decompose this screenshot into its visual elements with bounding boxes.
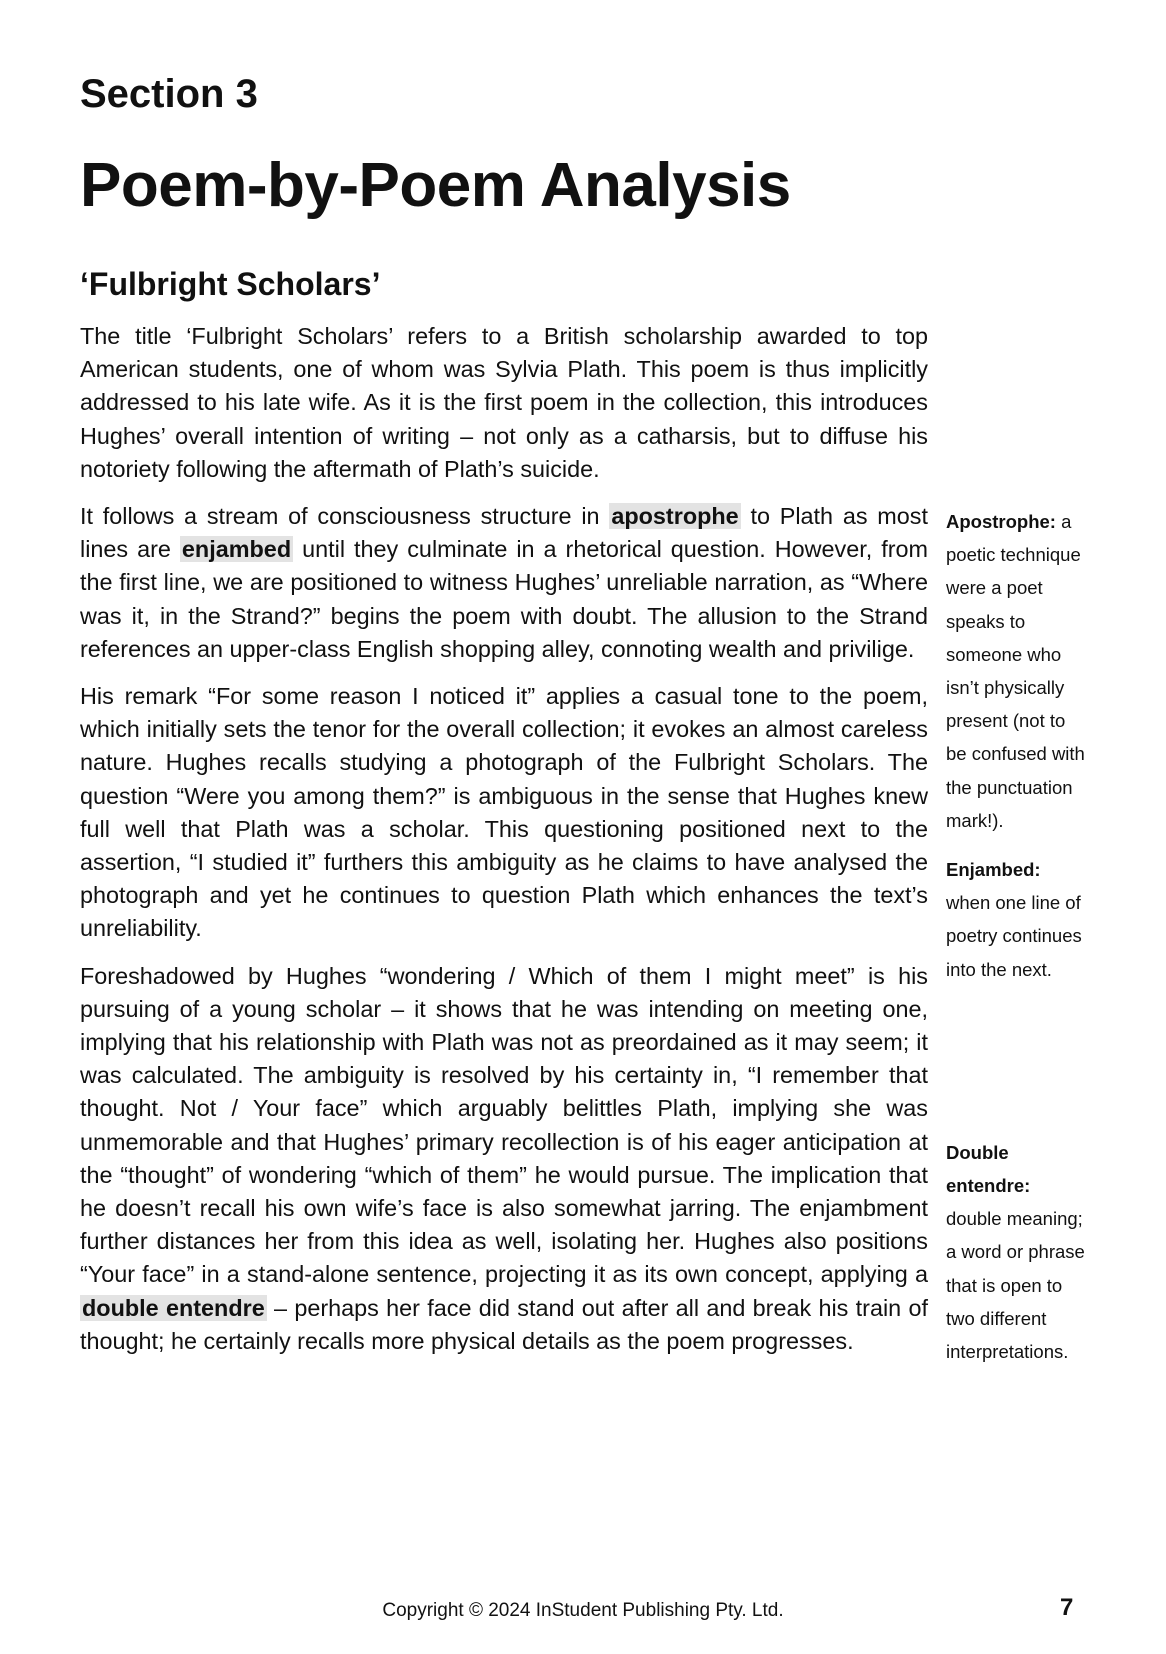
paragraph-text: – perhaps her face did stand out after all and break his train of thought; he certainly recalls more physical details as the poem progresses. xyxy=(80,1294,928,1354)
glossary-term: Double entendre: xyxy=(946,1141,1031,1197)
glossary-definition: when one line of poetry continues into the next. xyxy=(946,892,1082,980)
term-apostrophe: apostrophe xyxy=(611,503,739,530)
paragraph-text: It follows a stream of consciousness structure in xyxy=(80,503,610,530)
glossary-entry-double-entendre xyxy=(946,1136,1086,1368)
paragraph-text: Foreshadowed by Hughes “wondering / Which of them I might meet” is his pursuing of a young scholar – it shows that he was intending on meeting one, implying that his relationship with Plath was not as preordained as it may seem; it was calculated. The ambiguity is resolved by his certainty in, “I remember that thought. Not / Your face” which arguably belittles Plath, implying she was unmemorable and that Hughes’ primary recollection is of his eager anticipation at the “thought” of wondering “which of them” he would pursue. The implication that he doesn’t recall his own wife’s face is also somewhat jarring. The enjambment further distances her from this idea as well, isolating her. Hughes also positions “Your face” in a stand-alone sentence, projecting it as its own concept, applying a xyxy=(80,962,928,1288)
poem-title: ‘Fulbright Scholars’ xyxy=(80,266,381,302)
glossary-term: Enjambed: xyxy=(946,859,1041,881)
paragraph-foreshadowing xyxy=(80,960,928,1358)
paragraph-text: to Plath as most lines are xyxy=(80,503,928,563)
analysis-body xyxy=(80,320,928,1372)
paragraph-intro: The title ‘Fulbright Scholars’ refers to a British scholarship awarded to top American students, one of whom was Sylvia Plath. This poem is thus implicitly addressed to his late wife. As it is the first poem in the collection, this introduces Hughes’ overall intention of writing – not only as a catharsis, but to diffuse his notoriety following the aftermath of Plath’s suicide. xyxy=(80,323,928,482)
copyright-footer: Copyright © 2024 InStudent Publishing Pty. Ltd. xyxy=(382,1600,784,1621)
page-title: Poem-by-Poem Analysis xyxy=(80,151,791,220)
section-label: Section 3 xyxy=(80,72,258,116)
glossary-sidebar xyxy=(946,505,1086,1368)
glossary-entry-enjambed xyxy=(946,853,1086,986)
page-number: 7 xyxy=(1060,1594,1074,1621)
term-enjambed: enjambed xyxy=(181,536,292,563)
paragraph-structure xyxy=(80,500,928,666)
glossary-term: Apostrophe: xyxy=(946,511,1056,532)
glossary-definition: a poetic technique were a poet speaks to someone who isn’t physically present (not to be confused with the punctuation mark!). xyxy=(946,511,1085,831)
paragraph-text: until they culminate in a rhetorical question. However, from the first line, we are positioned to witness Hughes’ unreliable narration, as “Where was it, in the Strand?” begins the poem with doubt. The allusion to the Strand references an upper-class English shopping alley, connoting wealth and privilige. xyxy=(80,536,928,662)
glossary-entry-apostrophe xyxy=(946,505,1086,837)
glossary-definition: double meaning; a word or phrase that is open to two different interpretations. xyxy=(946,1208,1085,1363)
paragraph-tone: His remark “For some reason I noticed it” applies a casual tone to the poem, which initially sets the tenor for the overall collection; it evokes an almost careless nature. Hughes recalls studying a photograph of the Fulbright Scholars. The question “Were you among them?” is ambiguous in the sense that Hughes knew full well that Plath was a scholar. This questioning positioned next to the assertion, “I studied it” furthers this ambiguity as he claims to have analysed the photograph and yet he continues to question Plath which enhances the text’s unreliability. xyxy=(80,683,928,942)
term-double-entendre: double entendre xyxy=(82,1294,265,1321)
